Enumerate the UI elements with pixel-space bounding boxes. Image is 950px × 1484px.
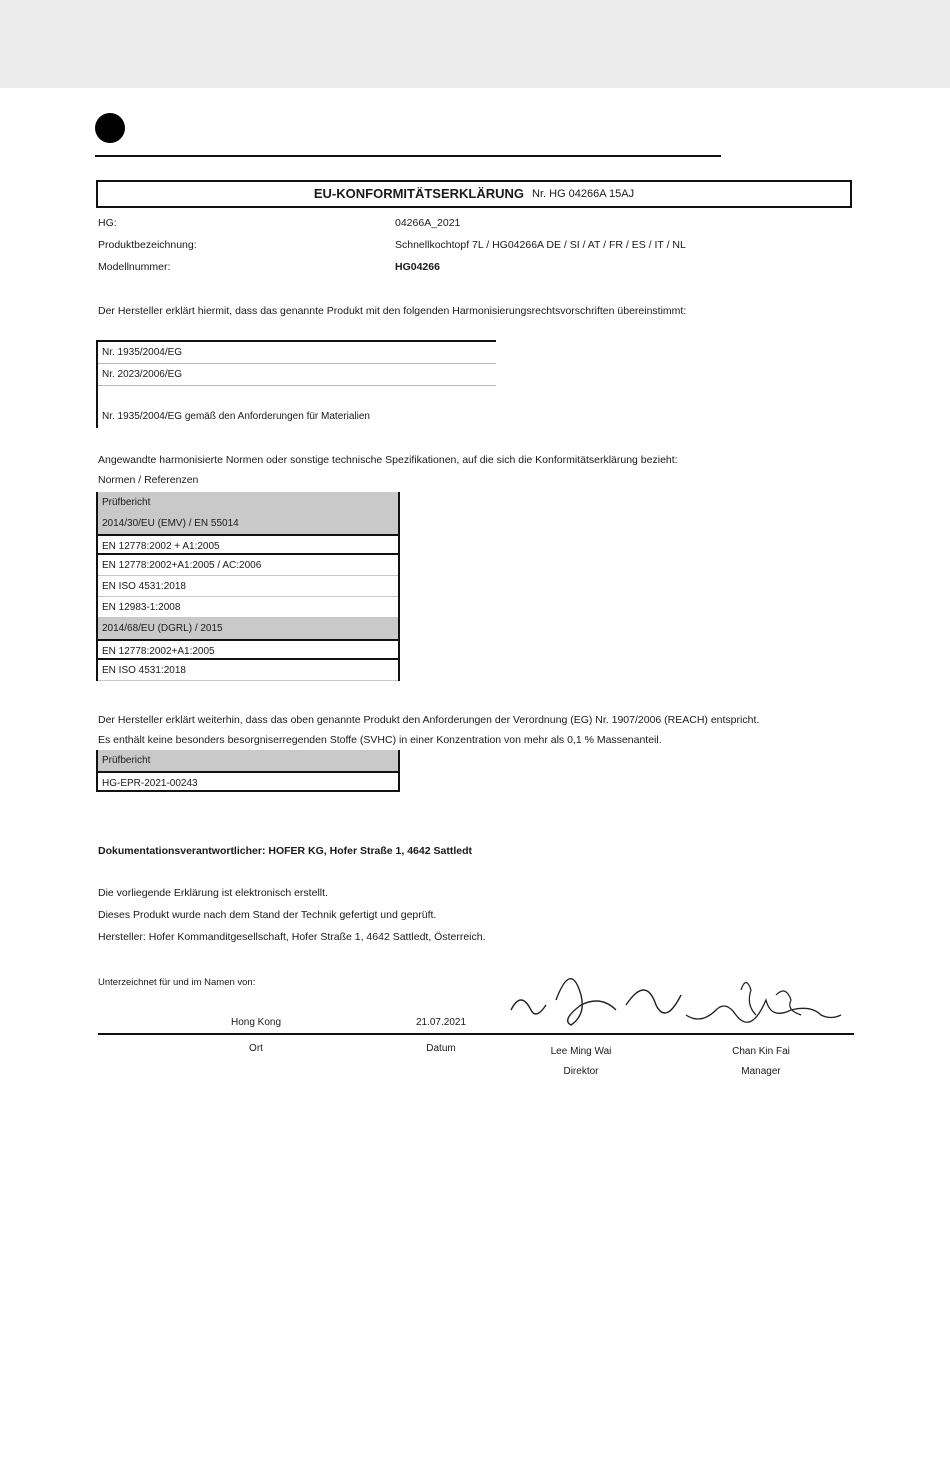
field-row: [98, 260, 838, 274]
table-row: EN 12778:2002+A1:2005 / AC:2006: [98, 555, 398, 576]
table-row: Prüfbericht: [98, 750, 398, 771]
regulation-separator: [98, 385, 496, 386]
table-row: EN ISO 4531:2018: [98, 660, 398, 681]
title-box: [96, 180, 852, 208]
address-line: Hersteller: Hofer Kommanditgesellschaft, Hofer Straße 1, 4642 Sattledt, Österreich.: [98, 931, 486, 943]
signer-left: [506, 1042, 656, 1082]
date-label: Datum: [426, 1043, 456, 1054]
responsible-text: Dokumentationsverantwortlicher: HOFER KG, Hofer Straße 1, 4642 Sattledt: [98, 845, 473, 857]
address-block: [98, 882, 838, 948]
regulation-item: Nr. 2023/2006/EG: [102, 369, 183, 380]
standards-table: [96, 492, 400, 681]
signature-line: [98, 1033, 854, 1035]
table-row: 2014/68/EU (DGRL) / 2015: [98, 618, 398, 639]
field-label: HG:: [98, 217, 117, 229]
header-rule: [95, 155, 721, 157]
regulation-separator: [98, 363, 496, 364]
signer-right-name: Chan Kin Fai: [732, 1046, 790, 1057]
signer-left-name: Lee Ming Wai: [550, 1046, 612, 1057]
signer-right-role: Manager: [741, 1066, 781, 1077]
address-line: Dieses Produkt wurde nach dem Stand der Technik gefertigt und geprüft.: [98, 909, 437, 921]
signed-for-text: Unterzeichnet für und im Namen von:: [98, 977, 256, 988]
intro-text: Der Hersteller erklärt hiermit, dass das genannte Produkt mit den folgenden Harmonisierungsrechtsvorschriften übereinstimmt:: [98, 305, 687, 317]
table-row: HG-EPR-2021-00243: [98, 771, 398, 792]
reach-line1: Der Hersteller erklärt weiterhin, dass das oben genannte Produkt den Anforderungen der Verordnung (EG) Nr. 1907/2006 (REACH) entspricht.: [98, 714, 760, 726]
place-label: Ort: [249, 1043, 263, 1054]
norms-intro: [98, 450, 838, 490]
top-band: [0, 0, 950, 88]
address-line: Die vorliegende Erklärung ist elektronisch erstellt.: [98, 887, 328, 899]
regulations-block: [96, 340, 496, 428]
table-row: EN 12778:2002 + A1:2005: [98, 534, 398, 555]
field-value: 04266A_2021: [395, 217, 461, 229]
signer-left-role: Direktor: [563, 1066, 599, 1077]
regulations-rule: [98, 340, 496, 342]
table-row: EN 12778:2002+A1:2005: [98, 639, 398, 660]
field-row: [98, 216, 838, 230]
date-value: 21.07.2021: [415, 1017, 467, 1028]
regulation-item: Nr. 1935/2004/EG: [102, 347, 183, 358]
bullet-icon: [95, 113, 125, 143]
signer-right: [686, 1042, 836, 1082]
table-row: Prüfbericht: [98, 492, 398, 513]
table-row: EN ISO 4531:2018: [98, 576, 398, 597]
reach-line2: Es enthält keine besonders besorgniserregenden Stoffe (SVHC) in einer Konzentration von mehr als 0,1 % Massenanteil.: [98, 734, 662, 746]
reach-table: [96, 750, 400, 792]
doc-title: EU-KONFORMITÄTSERKLÄRUNG: [313, 186, 525, 201]
regulation-item: Nr. 1935/2004/EG gemäß den Anforderungen für Materialien: [102, 411, 370, 422]
field-value: HG04266: [395, 261, 440, 273]
norms-intro-line1: Angewandte harmonisierte Normen oder sonstige technische Spezifikationen, auf die sich die Konformitätserklärung bezieht:: [98, 454, 678, 466]
norms-intro-line2: Normen / Referenzen: [98, 474, 199, 486]
doc-title-sub: Nr. HG 04266A 15AJ: [532, 188, 635, 200]
signatures-image: [506, 960, 866, 1040]
field-label: Modellnummer:: [98, 261, 171, 273]
field-value: Schnellkochtopf 7L / HG04266A DE / SI / AT / FR / ES / IT / NL: [395, 239, 686, 251]
field-label: Produktbezeichnung:: [98, 239, 197, 251]
reach-text: [98, 710, 838, 750]
table-row: 2014/30/EU (EMV) / EN 55014: [98, 513, 398, 534]
field-row: [98, 238, 838, 252]
table-row: EN 12983-1:2008: [98, 597, 398, 618]
place-value: Hong Kong: [230, 1017, 282, 1028]
